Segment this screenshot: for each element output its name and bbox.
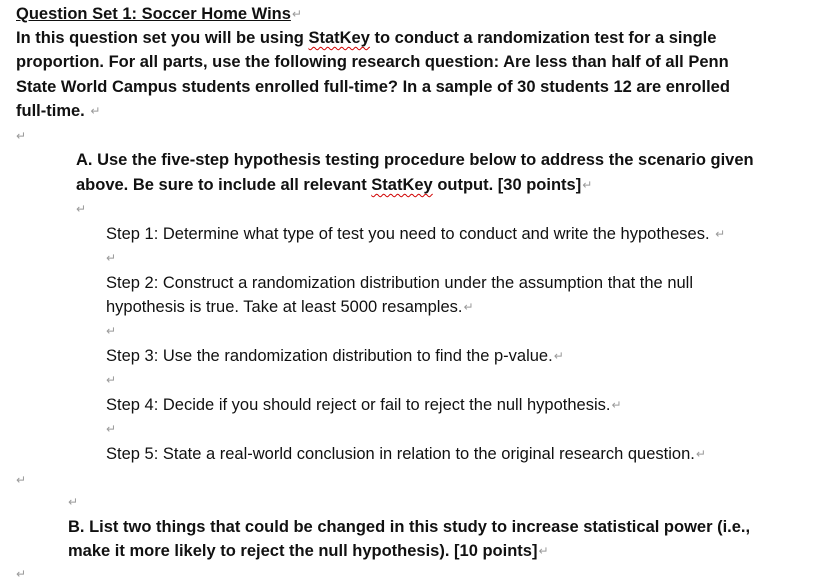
- intro-line-3: State World Campus students enrolled full-time? In a sample of 30 students 12 are enrolled: [16, 78, 730, 96]
- statkey-term: StatKey: [371, 176, 433, 194]
- part-b-line-2: make it more likely to reject the null hypothesis). [10 points]↵: [68, 542, 549, 560]
- paragraph-mark: ↵: [90, 104, 101, 118]
- paragraph-mark: ↵: [76, 202, 87, 216]
- paragraph-mark: ↵: [553, 349, 564, 363]
- part-a-line-2: above. Be sure to include all relevant StatKey output. [30 points]↵: [76, 176, 593, 194]
- paragraph-mark: ↵: [538, 544, 549, 558]
- intro-line-4: full-time. ↵: [16, 102, 101, 120]
- paragraph-mark: ↵: [16, 567, 27, 581]
- paragraph-mark: ↵: [715, 227, 726, 241]
- paragraph-mark: ↵: [16, 129, 27, 143]
- question-set-title-line: [16, 3, 302, 25]
- step-1: Step 1: Determine what type of test you need to conduct and write the hypotheses. ↵: [106, 225, 726, 243]
- step-5: Step 5: State a real-world conclusion in relation to the original research question.↵: [106, 445, 706, 463]
- paragraph-mark: ↵: [106, 324, 117, 338]
- step-2-line-2: hypothesis is true. Take at least 5000 resamples.↵: [106, 298, 474, 316]
- question-set-title: Question Set 1: Soccer Home Wins: [16, 5, 291, 23]
- intro-line-2: proportion. For all parts, use the following research question: Are less than half of all Penn: [16, 53, 729, 71]
- paragraph-mark: ↵: [106, 373, 117, 387]
- paragraph-mark: ↵: [106, 422, 117, 436]
- paragraph-mark: ↵: [463, 300, 474, 314]
- part-b-line-1: B. List two things that could be changed in this study to increase statistical power (i.e.,: [68, 518, 751, 536]
- paragraph-mark: ↵: [68, 495, 79, 509]
- paragraph-mark: ↵: [695, 447, 706, 461]
- step-3: Step 3: Use the randomization distribution to find the p-value.↵: [106, 347, 564, 365]
- part-a-line-1: A. Use the five-step hypothesis testing procedure below to address the scenario given: [76, 151, 754, 169]
- paragraph-mark: ↵: [291, 7, 302, 21]
- paragraph-mark: ↵: [582, 178, 593, 192]
- statkey-term: StatKey: [308, 29, 370, 47]
- paragraph-mark: ↵: [16, 473, 27, 487]
- paragraph-mark: ↵: [611, 398, 622, 412]
- step-4: Step 4: Decide if you should reject or fail to reject the null hypothesis.↵: [106, 396, 622, 414]
- step-2-line-1: Step 2: Construct a randomization distribution under the assumption that the null: [106, 274, 694, 292]
- paragraph-mark: ↵: [106, 251, 117, 265]
- intro-line-1: In this question set you will be using StatKey to conduct a randomization test for a single: [16, 29, 717, 47]
